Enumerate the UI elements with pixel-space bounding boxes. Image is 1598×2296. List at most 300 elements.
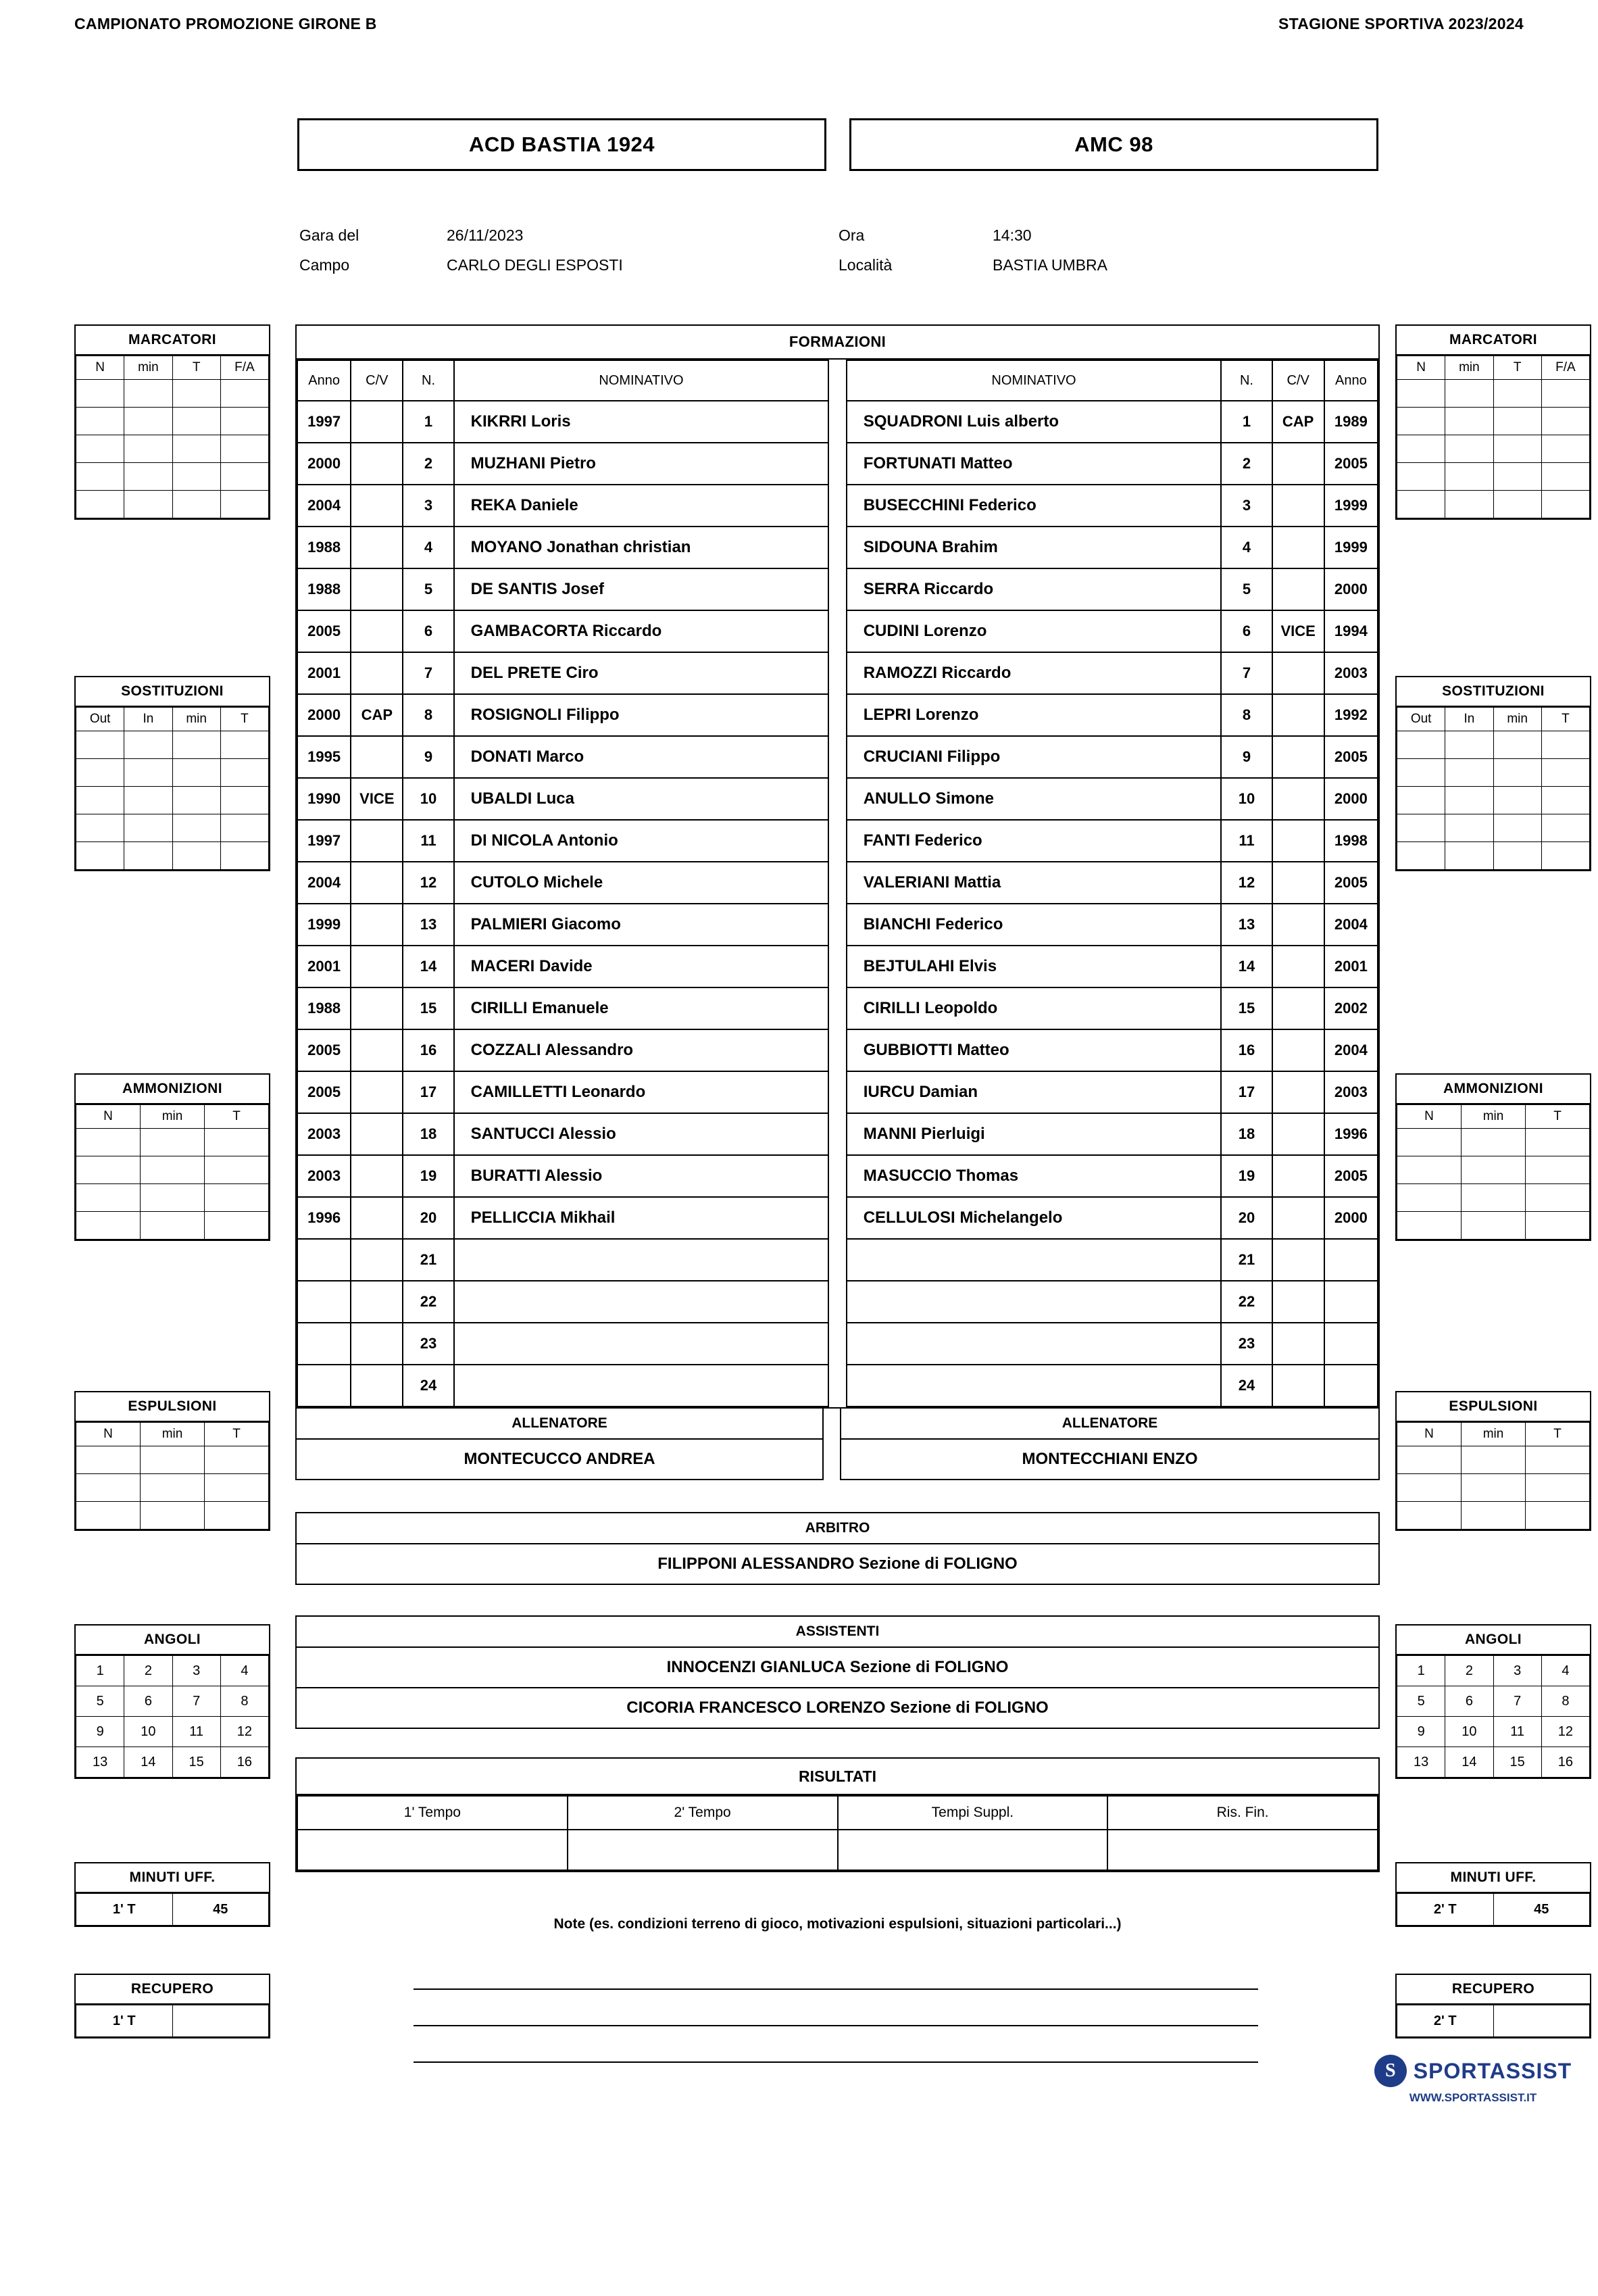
- player-num-home[interactable]: 12: [403, 862, 453, 904]
- cell[interactable]: [1445, 408, 1493, 435]
- cell[interactable]: [76, 814, 124, 842]
- player-cv-away[interactable]: [1272, 1365, 1324, 1407]
- cell[interactable]: [1397, 1212, 1462, 1240]
- player-anno-away[interactable]: 1999: [1324, 485, 1378, 527]
- player-name-away[interactable]: SERRA Riccardo: [847, 568, 1222, 610]
- cell[interactable]: [1541, 435, 1589, 463]
- player-name-away[interactable]: [847, 1281, 1222, 1323]
- player-num-home[interactable]: 17: [403, 1071, 453, 1113]
- player-num-home[interactable]: 20: [403, 1197, 453, 1239]
- angolo-cell[interactable]: 15: [172, 1747, 220, 1778]
- cell[interactable]: [76, 1184, 141, 1212]
- player-anno-away[interactable]: 2005: [1324, 1155, 1378, 1197]
- player-anno-away[interactable]: 1998: [1324, 820, 1378, 862]
- cell[interactable]: [1462, 1129, 1526, 1156]
- player-cv-home[interactable]: [351, 401, 403, 443]
- cell[interactable]: [1445, 759, 1493, 787]
- player-cv-away[interactable]: [1272, 1281, 1324, 1323]
- player-name-away[interactable]: FORTUNATI Matteo: [847, 443, 1222, 485]
- cell[interactable]: [124, 842, 172, 870]
- cell[interactable]: [1493, 759, 1541, 787]
- angolo-cell[interactable]: 8: [220, 1686, 268, 1717]
- player-name-home[interactable]: BURATTI Alessio: [454, 1155, 829, 1197]
- player-name-away[interactable]: BIANCHI Federico: [847, 904, 1222, 946]
- player-anno-away[interactable]: 1999: [1324, 527, 1378, 568]
- risultati-val-suppl[interactable]: [838, 1830, 1108, 1870]
- cell[interactable]: [1493, 435, 1541, 463]
- cell[interactable]: [124, 408, 172, 435]
- cell[interactable]: [124, 787, 172, 814]
- player-name-home[interactable]: DEL PRETE Ciro: [454, 652, 829, 694]
- player-cv-away[interactable]: [1272, 485, 1324, 527]
- cell[interactable]: [220, 759, 268, 787]
- player-anno-home[interactable]: 2005: [297, 1071, 351, 1113]
- cell[interactable]: [220, 787, 268, 814]
- player-name-away[interactable]: CUDINI Lorenzo: [847, 610, 1222, 652]
- cell[interactable]: [220, 408, 268, 435]
- player-name-home[interactable]: CUTOLO Michele: [454, 862, 829, 904]
- player-num-home[interactable]: 1: [403, 401, 453, 443]
- cell[interactable]: [172, 380, 220, 408]
- player-anno-home[interactable]: [297, 1323, 351, 1365]
- cell[interactable]: [220, 842, 268, 870]
- angolo-cell[interactable]: 7: [1493, 1686, 1541, 1717]
- player-anno-home[interactable]: 1999: [297, 904, 351, 946]
- player-cv-away[interactable]: [1272, 1029, 1324, 1071]
- player-num-away[interactable]: 12: [1221, 862, 1272, 904]
- player-cv-away[interactable]: [1272, 652, 1324, 694]
- cell[interactable]: [76, 842, 124, 870]
- player-name-home[interactable]: [454, 1239, 829, 1281]
- player-num-home[interactable]: 7: [403, 652, 453, 694]
- player-name-away[interactable]: IURCU Damian: [847, 1071, 1222, 1113]
- cell[interactable]: [124, 491, 172, 518]
- player-anno-home[interactable]: 1997: [297, 401, 351, 443]
- cell[interactable]: [76, 1446, 141, 1474]
- player-name-away[interactable]: [847, 1239, 1222, 1281]
- cell[interactable]: [76, 787, 124, 814]
- player-anno-away[interactable]: [1324, 1365, 1378, 1407]
- cell[interactable]: [141, 1184, 205, 1212]
- cell[interactable]: [1445, 463, 1493, 491]
- cell[interactable]: [1493, 408, 1541, 435]
- cell[interactable]: [1397, 1184, 1462, 1212]
- minuti-value-away[interactable]: 45: [1493, 1894, 1590, 1926]
- player-anno-away[interactable]: 1994: [1324, 610, 1378, 652]
- player-num-home[interactable]: 10: [403, 778, 453, 820]
- cell[interactable]: [1526, 1156, 1590, 1184]
- player-num-away[interactable]: 8: [1221, 694, 1272, 736]
- player-name-home[interactable]: DONATI Marco: [454, 736, 829, 778]
- player-num-away[interactable]: 9: [1221, 736, 1272, 778]
- player-cv-home[interactable]: [351, 443, 403, 485]
- cell[interactable]: [124, 731, 172, 759]
- cell[interactable]: [76, 491, 124, 518]
- player-name-home[interactable]: GAMBACORTA Riccardo: [454, 610, 829, 652]
- player-num-away[interactable]: 3: [1221, 485, 1272, 527]
- player-name-away[interactable]: CRUCIANI Filippo: [847, 736, 1222, 778]
- player-anno-away[interactable]: 2005: [1324, 862, 1378, 904]
- angolo-cell[interactable]: 1: [76, 1656, 124, 1686]
- player-name-home[interactable]: CIRILLI Emanuele: [454, 987, 829, 1029]
- player-cv-home[interactable]: [351, 904, 403, 946]
- cell[interactable]: [1462, 1502, 1526, 1530]
- cell[interactable]: [1445, 787, 1493, 814]
- player-num-home[interactable]: 13: [403, 904, 453, 946]
- cell[interactable]: [76, 759, 124, 787]
- player-name-home[interactable]: [454, 1323, 829, 1365]
- player-num-home[interactable]: 2: [403, 443, 453, 485]
- cell[interactable]: [1397, 814, 1445, 842]
- player-num-away[interactable]: 14: [1221, 946, 1272, 987]
- cell[interactable]: [220, 435, 268, 463]
- player-anno-home[interactable]: 2003: [297, 1155, 351, 1197]
- player-num-away[interactable]: 4: [1221, 527, 1272, 568]
- angolo-cell[interactable]: 1: [1397, 1656, 1445, 1686]
- cell[interactable]: [76, 1502, 141, 1530]
- player-num-home[interactable]: 15: [403, 987, 453, 1029]
- player-anno-away[interactable]: 2003: [1324, 1071, 1378, 1113]
- player-num-away[interactable]: 18: [1221, 1113, 1272, 1155]
- player-cv-home[interactable]: [351, 610, 403, 652]
- player-name-home[interactable]: DI NICOLA Antonio: [454, 820, 829, 862]
- player-cv-away[interactable]: [1272, 1239, 1324, 1281]
- player-name-away[interactable]: SQUADRONI Luis alberto: [847, 401, 1222, 443]
- player-anno-home[interactable]: 2004: [297, 485, 351, 527]
- player-cv-away[interactable]: [1272, 987, 1324, 1029]
- cell[interactable]: [172, 842, 220, 870]
- cell[interactable]: [1445, 435, 1493, 463]
- player-num-home[interactable]: 11: [403, 820, 453, 862]
- risultati-val-1t[interactable]: [297, 1830, 568, 1870]
- cell[interactable]: [1462, 1446, 1526, 1474]
- player-num-home[interactable]: 14: [403, 946, 453, 987]
- cell[interactable]: [141, 1502, 205, 1530]
- cell[interactable]: [1397, 759, 1445, 787]
- player-num-away[interactable]: 15: [1221, 987, 1272, 1029]
- cell[interactable]: [1526, 1502, 1590, 1530]
- recupero-value-away[interactable]: [1493, 2005, 1590, 2037]
- player-name-home[interactable]: DE SANTIS Josef: [454, 568, 829, 610]
- cell[interactable]: [220, 491, 268, 518]
- player-num-away[interactable]: 21: [1221, 1239, 1272, 1281]
- player-anno-home[interactable]: 2005: [297, 1029, 351, 1071]
- player-name-home[interactable]: ROSIGNOLI Filippo: [454, 694, 829, 736]
- angolo-cell[interactable]: 14: [124, 1747, 172, 1778]
- cell[interactable]: [1397, 731, 1445, 759]
- cell[interactable]: [1397, 380, 1445, 408]
- cell[interactable]: [141, 1212, 205, 1240]
- player-num-home[interactable]: 3: [403, 485, 453, 527]
- angolo-cell[interactable]: 13: [1397, 1747, 1445, 1778]
- cell[interactable]: [1541, 463, 1589, 491]
- cell[interactable]: [205, 1184, 269, 1212]
- cell[interactable]: [220, 380, 268, 408]
- player-anno-away[interactable]: 2003: [1324, 652, 1378, 694]
- player-cv-away[interactable]: [1272, 904, 1324, 946]
- cell[interactable]: [76, 1212, 141, 1240]
- cell[interactable]: [1462, 1184, 1526, 1212]
- cell[interactable]: [172, 787, 220, 814]
- player-cv-home[interactable]: [351, 1197, 403, 1239]
- player-cv-away[interactable]: [1272, 946, 1324, 987]
- player-cv-away[interactable]: [1272, 694, 1324, 736]
- note-line[interactable]: [414, 2026, 1258, 2063]
- player-num-home[interactable]: 6: [403, 610, 453, 652]
- player-name-away[interactable]: [847, 1365, 1222, 1407]
- cell[interactable]: [1397, 842, 1445, 870]
- cell[interactable]: [1493, 491, 1541, 518]
- player-anno-home[interactable]: 1997: [297, 820, 351, 862]
- player-cv-home[interactable]: [351, 987, 403, 1029]
- player-cv-home[interactable]: [351, 1155, 403, 1197]
- cell[interactable]: [172, 463, 220, 491]
- player-anno-home[interactable]: 2001: [297, 652, 351, 694]
- risultati-val-fin[interactable]: [1107, 1830, 1378, 1870]
- cell[interactable]: [141, 1129, 205, 1156]
- player-num-away[interactable]: 24: [1221, 1365, 1272, 1407]
- player-num-away[interactable]: 6: [1221, 610, 1272, 652]
- player-anno-home[interactable]: 2001: [297, 946, 351, 987]
- cell[interactable]: [172, 759, 220, 787]
- cell[interactable]: [1493, 463, 1541, 491]
- cell[interactable]: [1397, 408, 1445, 435]
- cell[interactable]: [220, 814, 268, 842]
- player-num-home[interactable]: 9: [403, 736, 453, 778]
- angolo-cell[interactable]: 4: [1541, 1656, 1589, 1686]
- player-num-home[interactable]: 23: [403, 1323, 453, 1365]
- angolo-cell[interactable]: 7: [172, 1686, 220, 1717]
- player-num-away[interactable]: 5: [1221, 568, 1272, 610]
- player-anno-away[interactable]: 2000: [1324, 568, 1378, 610]
- player-anno-home[interactable]: 1996: [297, 1197, 351, 1239]
- cell[interactable]: [1526, 1129, 1590, 1156]
- player-anno-away[interactable]: 2002: [1324, 987, 1378, 1029]
- cell[interactable]: [76, 463, 124, 491]
- player-num-away[interactable]: 10: [1221, 778, 1272, 820]
- cell[interactable]: [124, 759, 172, 787]
- player-anno-away[interactable]: 2005: [1324, 736, 1378, 778]
- player-cv-home[interactable]: [351, 946, 403, 987]
- angolo-cell[interactable]: 5: [1397, 1686, 1445, 1717]
- player-num-away[interactable]: 2: [1221, 443, 1272, 485]
- player-cv-home[interactable]: [351, 1281, 403, 1323]
- player-anno-away[interactable]: 2004: [1324, 1029, 1378, 1071]
- player-anno-away[interactable]: 2000: [1324, 778, 1378, 820]
- angolo-cell[interactable]: 8: [1541, 1686, 1589, 1717]
- cell[interactable]: [172, 491, 220, 518]
- player-cv-away[interactable]: [1272, 568, 1324, 610]
- cell[interactable]: [1493, 814, 1541, 842]
- cell[interactable]: [1526, 1474, 1590, 1502]
- player-name-away[interactable]: BEJTULAHI Elvis: [847, 946, 1222, 987]
- player-anno-home[interactable]: 2004: [297, 862, 351, 904]
- cell[interactable]: [1397, 1446, 1462, 1474]
- cell[interactable]: [1397, 1129, 1462, 1156]
- cell[interactable]: [220, 731, 268, 759]
- player-name-home[interactable]: PELLICCIA Mikhail: [454, 1197, 829, 1239]
- player-name-away[interactable]: LEPRI Lorenzo: [847, 694, 1222, 736]
- cell[interactable]: [76, 408, 124, 435]
- cell[interactable]: [1541, 787, 1589, 814]
- cell[interactable]: [1397, 1474, 1462, 1502]
- player-num-home[interactable]: 18: [403, 1113, 453, 1155]
- cell[interactable]: [1541, 491, 1589, 518]
- player-name-home[interactable]: PALMIERI Giacomo: [454, 904, 829, 946]
- player-cv-home[interactable]: [351, 1071, 403, 1113]
- cell[interactable]: [1397, 1502, 1462, 1530]
- cell[interactable]: [172, 814, 220, 842]
- player-anno-away[interactable]: [1324, 1281, 1378, 1323]
- player-anno-away[interactable]: 2000: [1324, 1197, 1378, 1239]
- note-line[interactable]: [414, 1953, 1258, 1990]
- player-cv-away[interactable]: [1272, 527, 1324, 568]
- angolo-cell[interactable]: 12: [220, 1717, 268, 1747]
- player-cv-home[interactable]: VICE: [351, 778, 403, 820]
- cell[interactable]: [141, 1156, 205, 1184]
- player-anno-home[interactable]: 2003: [297, 1113, 351, 1155]
- cell[interactable]: [1541, 380, 1589, 408]
- player-name-home[interactable]: [454, 1281, 829, 1323]
- player-cv-home[interactable]: [351, 1323, 403, 1365]
- player-name-away[interactable]: [847, 1323, 1222, 1365]
- player-name-away[interactable]: SIDOUNA Brahim: [847, 527, 1222, 568]
- recupero-value-home[interactable]: [172, 2005, 269, 2037]
- player-cv-home[interactable]: [351, 485, 403, 527]
- player-anno-home[interactable]: [297, 1365, 351, 1407]
- angolo-cell[interactable]: 11: [1493, 1717, 1541, 1747]
- cell[interactable]: [1493, 731, 1541, 759]
- cell[interactable]: [205, 1156, 269, 1184]
- cell[interactable]: [141, 1474, 205, 1502]
- player-num-home[interactable]: 8: [403, 694, 453, 736]
- player-num-away[interactable]: 23: [1221, 1323, 1272, 1365]
- player-cv-home[interactable]: CAP: [351, 694, 403, 736]
- cell[interactable]: [1541, 731, 1589, 759]
- cell[interactable]: [1462, 1212, 1526, 1240]
- player-name-away[interactable]: CIRILLI Leopoldo: [847, 987, 1222, 1029]
- cell[interactable]: [76, 1156, 141, 1184]
- angolo-cell[interactable]: 2: [1445, 1656, 1493, 1686]
- note-line[interactable]: [414, 1990, 1258, 2026]
- angolo-cell[interactable]: 4: [220, 1656, 268, 1686]
- cell[interactable]: [1445, 731, 1493, 759]
- cell[interactable]: [76, 435, 124, 463]
- player-num-away[interactable]: 17: [1221, 1071, 1272, 1113]
- cell[interactable]: [172, 408, 220, 435]
- player-anno-home[interactable]: 1995: [297, 736, 351, 778]
- cell[interactable]: [141, 1446, 205, 1474]
- player-name-away[interactable]: ANULLO Simone: [847, 778, 1222, 820]
- player-num-away[interactable]: 22: [1221, 1281, 1272, 1323]
- player-name-home[interactable]: MACERI Davide: [454, 946, 829, 987]
- player-cv-home[interactable]: [351, 862, 403, 904]
- player-anno-home[interactable]: [297, 1239, 351, 1281]
- cell[interactable]: [1397, 491, 1445, 518]
- cell[interactable]: [76, 731, 124, 759]
- cell[interactable]: [124, 463, 172, 491]
- player-cv-away[interactable]: CAP: [1272, 401, 1324, 443]
- player-name-home[interactable]: [454, 1365, 829, 1407]
- player-name-home[interactable]: MOYANO Jonathan christian: [454, 527, 829, 568]
- player-name-away[interactable]: GUBBIOTTI Matteo: [847, 1029, 1222, 1071]
- player-name-away[interactable]: VALERIANI Mattia: [847, 862, 1222, 904]
- player-cv-home[interactable]: [351, 736, 403, 778]
- player-num-home[interactable]: 21: [403, 1239, 453, 1281]
- player-num-home[interactable]: 19: [403, 1155, 453, 1197]
- cell[interactable]: [1493, 842, 1541, 870]
- player-name-home[interactable]: MUZHANI Pietro: [454, 443, 829, 485]
- cell[interactable]: [1445, 491, 1493, 518]
- risultati-val-2t[interactable]: [568, 1830, 838, 1870]
- player-num-home[interactable]: 4: [403, 527, 453, 568]
- angolo-cell[interactable]: 6: [1445, 1686, 1493, 1717]
- cell[interactable]: [124, 814, 172, 842]
- player-num-home[interactable]: 22: [403, 1281, 453, 1323]
- player-cv-away[interactable]: VICE: [1272, 610, 1324, 652]
- cell[interactable]: [1462, 1156, 1526, 1184]
- player-cv-home[interactable]: [351, 1029, 403, 1071]
- player-name-away[interactable]: BUSECCHINI Federico: [847, 485, 1222, 527]
- angolo-cell[interactable]: 10: [124, 1717, 172, 1747]
- player-cv-away[interactable]: [1272, 1113, 1324, 1155]
- player-anno-home[interactable]: [297, 1281, 351, 1323]
- cell[interactable]: [1526, 1446, 1590, 1474]
- angolo-cell[interactable]: 16: [1541, 1747, 1589, 1778]
- angolo-cell[interactable]: 2: [124, 1656, 172, 1686]
- player-num-home[interactable]: 16: [403, 1029, 453, 1071]
- player-anno-away[interactable]: 1992: [1324, 694, 1378, 736]
- cell[interactable]: [76, 380, 124, 408]
- player-cv-home[interactable]: [351, 1113, 403, 1155]
- angolo-cell[interactable]: 9: [1397, 1717, 1445, 1747]
- player-num-home[interactable]: 24: [403, 1365, 453, 1407]
- player-anno-away[interactable]: 2005: [1324, 443, 1378, 485]
- player-num-away[interactable]: 13: [1221, 904, 1272, 946]
- cell[interactable]: [1541, 814, 1589, 842]
- player-num-away[interactable]: 7: [1221, 652, 1272, 694]
- player-name-home[interactable]: COZZALI Alessandro: [454, 1029, 829, 1071]
- angolo-cell[interactable]: 9: [76, 1717, 124, 1747]
- cell[interactable]: [172, 731, 220, 759]
- cell[interactable]: [1541, 408, 1589, 435]
- player-name-away[interactable]: FANTI Federico: [847, 820, 1222, 862]
- player-cv-away[interactable]: [1272, 1155, 1324, 1197]
- player-anno-home[interactable]: 1988: [297, 568, 351, 610]
- cell[interactable]: [1493, 787, 1541, 814]
- player-anno-home[interactable]: 2005: [297, 610, 351, 652]
- cell[interactable]: [124, 380, 172, 408]
- cell[interactable]: [1541, 759, 1589, 787]
- player-cv-away[interactable]: [1272, 736, 1324, 778]
- player-anno-away[interactable]: 1989: [1324, 401, 1378, 443]
- player-num-away[interactable]: 19: [1221, 1155, 1272, 1197]
- player-cv-home[interactable]: [351, 1365, 403, 1407]
- player-anno-home[interactable]: 2000: [297, 694, 351, 736]
- cell[interactable]: [1445, 814, 1493, 842]
- player-name-away[interactable]: RAMOZZI Riccardo: [847, 652, 1222, 694]
- player-cv-away[interactable]: [1272, 1197, 1324, 1239]
- player-anno-home[interactable]: 2000: [297, 443, 351, 485]
- cell[interactable]: [1541, 842, 1589, 870]
- player-num-away[interactable]: 11: [1221, 820, 1272, 862]
- angolo-cell[interactable]: 15: [1493, 1747, 1541, 1778]
- player-name-home[interactable]: SANTUCCI Alessio: [454, 1113, 829, 1155]
- cell[interactable]: [172, 435, 220, 463]
- player-anno-away[interactable]: 1996: [1324, 1113, 1378, 1155]
- cell[interactable]: [76, 1129, 141, 1156]
- player-cv-home[interactable]: [351, 568, 403, 610]
